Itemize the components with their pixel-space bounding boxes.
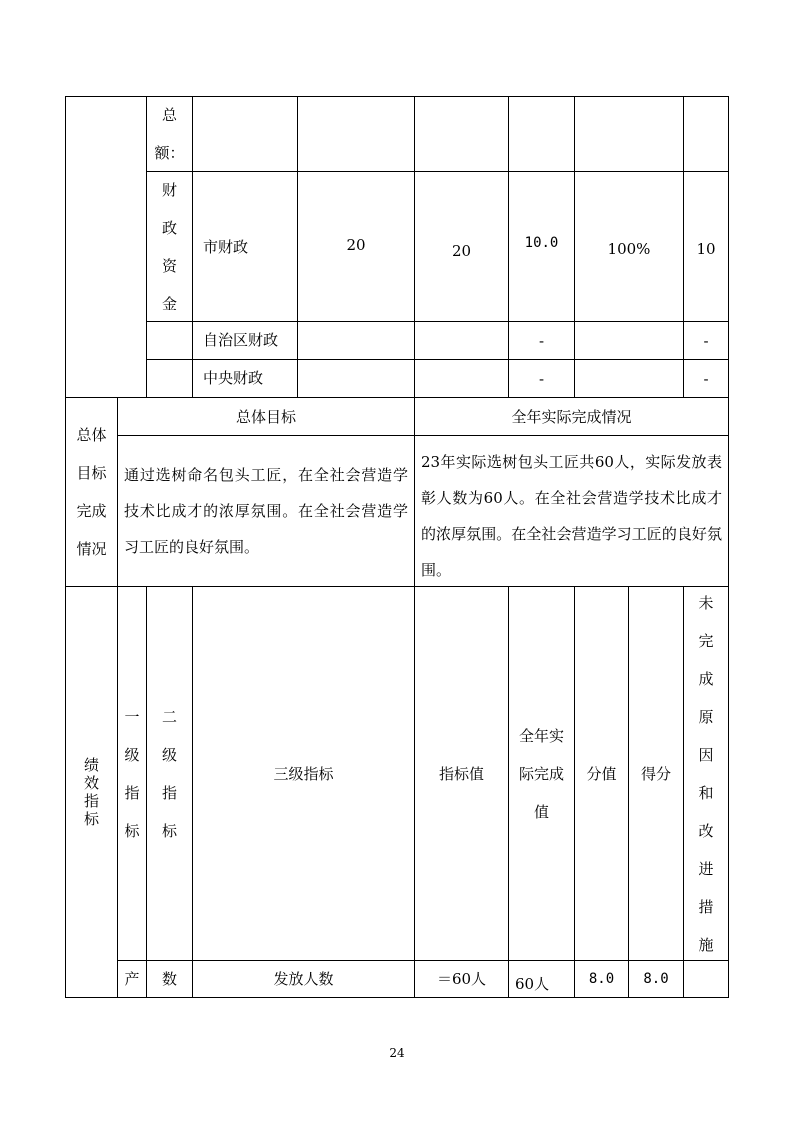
region-fiscal-score-value: - <box>508 321 575 360</box>
reason-char: 施 <box>698 935 714 954</box>
row-score-value: 8.0 <box>574 960 629 998</box>
overall-side-label <box>65 397 118 587</box>
city-fiscal-executed: 20 <box>414 171 509 322</box>
fiscal-label-char: 财 <box>161 180 177 199</box>
total-score-cell <box>683 96 729 172</box>
city-fiscal-score: 10 <box>683 171 729 322</box>
overall-actual-text-cell <box>414 435 729 587</box>
level2-indicator-header <box>146 586 193 961</box>
level2-char: 标 <box>161 821 177 840</box>
region-fiscal-score: - <box>683 321 729 360</box>
reason-char: 未 <box>698 593 714 612</box>
perf-label-char: 效 <box>83 774 99 792</box>
region-fiscal-executed <box>414 321 509 360</box>
overall-label-line: 总体 <box>76 426 107 444</box>
city-fiscal-label: 市财政 <box>192 171 298 322</box>
level1-indicator-header <box>117 586 147 961</box>
overall-actual-text: 23年实际选树包头工匠共60人，实际发放表彰人数为60人。在全社会营造学技术比成才的浓厚氛围。在全社会营造学习工匠的良好氛围。 <box>421 453 722 579</box>
actual-header-line: 值 <box>533 802 549 821</box>
level1-char: 标 <box>124 821 140 840</box>
level1-char: 级 <box>124 745 140 764</box>
central-fiscal-label: 中央财政 <box>192 359 298 398</box>
row-reason <box>683 960 729 998</box>
total-label-char: 额： <box>154 144 185 162</box>
fiscal-label-char: 资 <box>161 256 177 275</box>
city-fiscal-execution-rate: 100% <box>574 171 684 322</box>
reason-char: 原 <box>698 707 714 726</box>
fiscal-label-char: 政 <box>161 218 177 237</box>
overall-goal-text-cell <box>117 435 415 587</box>
perf-label-char: 绩 <box>83 756 99 774</box>
target-value-header: 指标值 <box>414 586 509 961</box>
actual-value-header <box>508 586 575 961</box>
row-actual: 60人 <box>508 960 575 998</box>
actual-header-line: 全年实 <box>518 726 564 745</box>
central-fiscal-budget <box>297 359 415 398</box>
total-score-value-cell <box>508 96 575 172</box>
central-fiscal-score: - <box>683 359 729 398</box>
reason-char: 改 <box>698 821 714 840</box>
fiscal-label-char: 金 <box>161 294 177 313</box>
reason-char: 措 <box>698 897 714 916</box>
total-amount-label <box>146 96 193 172</box>
central-fiscal-score-value: - <box>508 359 575 398</box>
region-fiscal-blank <box>146 321 193 360</box>
region-fiscal-label: 自治区财政 <box>192 321 298 360</box>
total-budget-cell <box>297 96 415 172</box>
total-executed-cell <box>414 96 509 172</box>
perf-label-char: 指 <box>83 792 99 810</box>
total-label-char: 总 <box>161 106 177 124</box>
region-fiscal-budget <box>297 321 415 360</box>
score-header: 得分 <box>628 586 684 961</box>
level2-char: 二 <box>161 707 177 726</box>
overall-label-line: 目标 <box>76 464 107 482</box>
overall-label-line: 完成 <box>76 502 107 520</box>
performance-side-label <box>65 586 118 998</box>
level1-char: 指 <box>124 783 140 802</box>
reason-char: 因 <box>698 745 714 764</box>
reason-char: 完 <box>698 631 714 650</box>
perf-label-char: 标 <box>83 810 99 828</box>
level3-indicator-header: 三级指标 <box>192 586 415 961</box>
row-level2: 数 <box>146 960 193 998</box>
reason-header <box>683 586 729 961</box>
row-target: ＝60人 <box>414 960 509 998</box>
central-fiscal-executed <box>414 359 509 398</box>
row-level3: 发放人数 <box>192 960 415 998</box>
reason-char: 和 <box>698 783 714 802</box>
row-score: 8.0 <box>628 960 684 998</box>
overall-actual-header: 全年实际完成情况 <box>414 397 729 436</box>
reason-char: 成 <box>698 669 714 688</box>
overall-goal-text: 通过选树命名包头工匠，在全社会营造学技术比成才的浓厚氛围。在全社会营造学习工匠的良好氛围。 <box>124 466 408 556</box>
page-number: 24 <box>389 1046 405 1060</box>
reason-char: 进 <box>698 859 714 878</box>
score-value-header: 分值 <box>574 586 629 961</box>
total-rate-cell <box>574 96 684 172</box>
overall-goal-header: 总体目标 <box>117 397 415 436</box>
fiscal-funds-label <box>146 171 193 322</box>
funding-empty-left-cell <box>65 96 147 398</box>
overall-label-line: 情况 <box>76 540 107 558</box>
level1-char: 一 <box>124 707 140 726</box>
row-level1: 产 <box>117 960 147 998</box>
central-fiscal-rate <box>574 359 684 398</box>
total-source-cell <box>192 96 298 172</box>
central-fiscal-blank <box>146 359 193 398</box>
city-fiscal-budget: 20 <box>297 171 415 322</box>
level2-char: 指 <box>161 783 177 802</box>
level2-char: 级 <box>161 745 177 764</box>
actual-header-line: 际完成 <box>518 764 564 783</box>
region-fiscal-rate <box>574 321 684 360</box>
city-fiscal-score-value: 10.0 <box>508 171 575 322</box>
